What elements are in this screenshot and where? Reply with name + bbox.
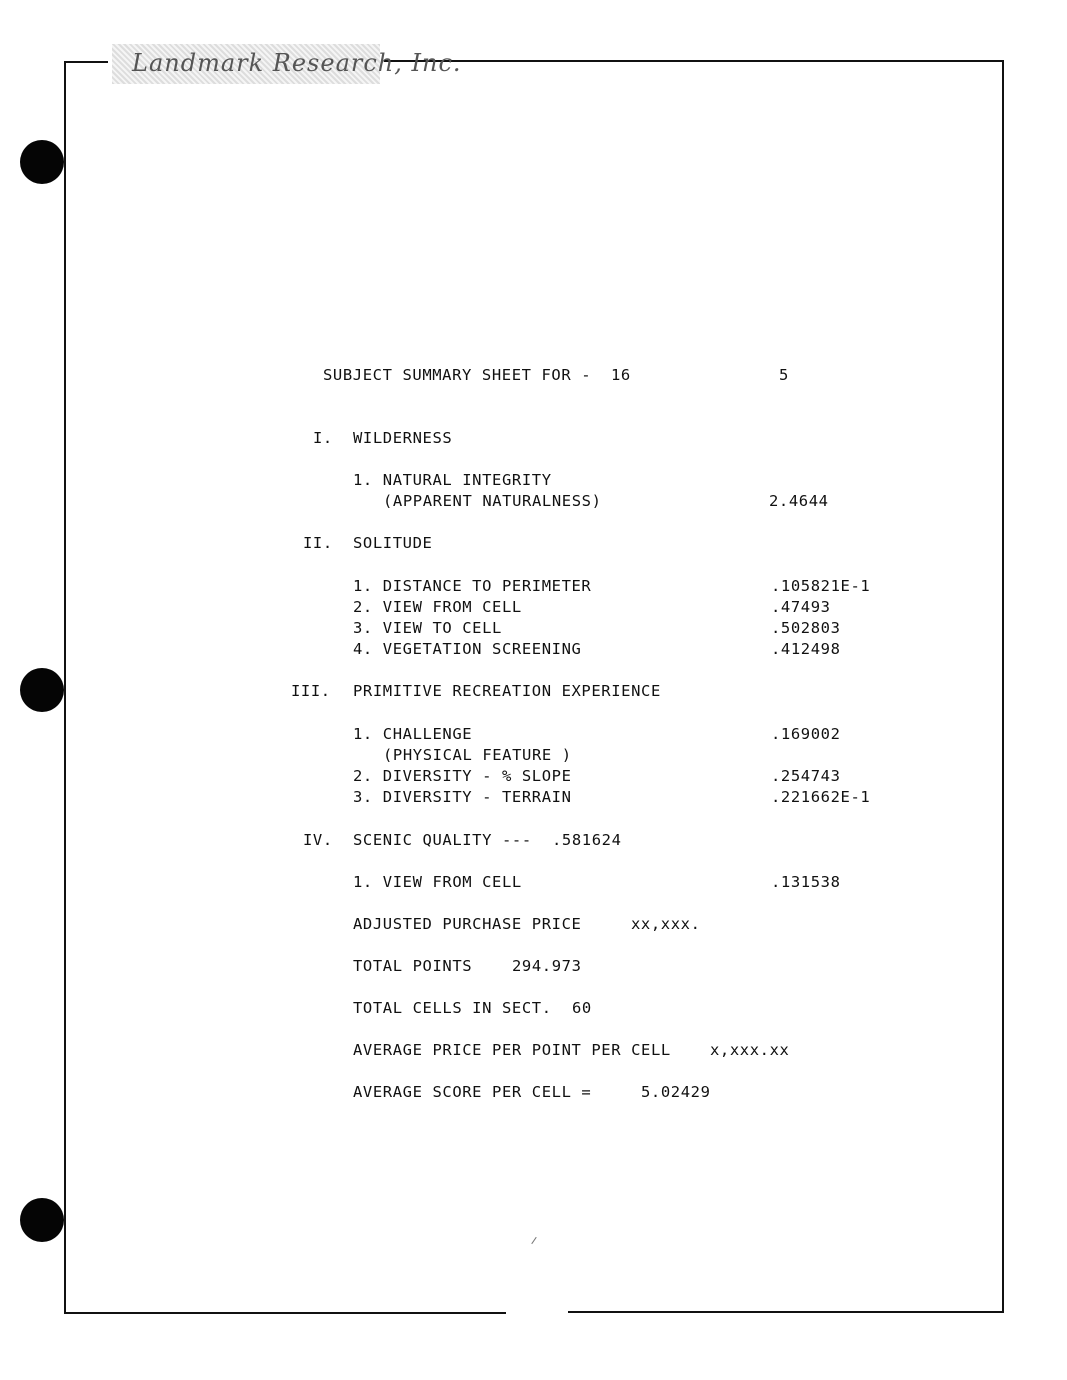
frame-bottom-left <box>64 1312 506 1314</box>
solitude-item-value: .502803 <box>771 619 841 637</box>
section-numeral-iii: III. <box>291 682 331 700</box>
punch-hole-middle <box>20 668 64 712</box>
section-title-scenic-quality: SCENIC QUALITY --- <box>353 831 532 849</box>
challenge-value: .169002 <box>771 725 841 743</box>
frame-top-left <box>64 61 108 63</box>
natural-integrity-label: 1. NATURAL INTEGRITY <box>353 471 552 489</box>
frame-right <box>1002 60 1004 1313</box>
summary-title: SUBJECT SUMMARY SHEET FOR - <box>323 366 592 384</box>
diversity-terrain-label: 3. DIVERSITY - TERRAIN <box>353 788 572 806</box>
punch-hole-bottom <box>20 1198 64 1242</box>
apparent-naturalness-label: (APPARENT NATURALNESS) <box>383 492 602 510</box>
summary-sheet-number: 5 <box>779 366 789 384</box>
solitude-item-label: 3. VIEW TO CELL <box>353 619 502 637</box>
scenic-view-from-cell-label: 1. VIEW FROM CELL <box>353 873 522 891</box>
total-cells-value: 60 <box>572 999 592 1017</box>
total-cells-label: TOTAL CELLS IN SECT. <box>353 999 552 1017</box>
company-logo-text: Landmark Research, Inc. <box>132 49 462 77</box>
natural-integrity-value: 2.4644 <box>769 492 829 510</box>
solitude-item-value: .105821E-1 <box>771 577 871 595</box>
section-title-wilderness: WILDERNESS <box>353 429 453 447</box>
solitude-item-label: 1. DISTANCE TO PERIMETER <box>353 577 592 595</box>
challenge-label: 1. CHALLENGE <box>353 725 473 743</box>
frame-left <box>64 61 66 1314</box>
scenic-quality-value: .581624 <box>552 831 622 849</box>
adjusted-purchase-price-value: xx,xxx. <box>631 915 701 933</box>
average-price-label: AVERAGE PRICE PER POINT PER CELL <box>353 1041 671 1059</box>
section-numeral-ii: II. <box>303 534 333 552</box>
diversity-slope-label: 2. DIVERSITY - % SLOPE <box>353 767 572 785</box>
average-score-label: AVERAGE SCORE PER CELL = <box>353 1083 592 1101</box>
average-price-value: x,xxx.xx <box>710 1041 790 1059</box>
diversity-slope-value: .254743 <box>771 767 841 785</box>
section-title-primitive-recreation: PRIMITIVE RECREATION EXPERIENCE <box>353 682 661 700</box>
solitude-item-value: .47493 <box>771 598 831 616</box>
total-points-label: TOTAL POINTS <box>353 957 473 975</box>
solitude-item-value: .412498 <box>771 640 841 658</box>
punch-hole-top <box>20 140 64 184</box>
scenic-view-from-cell-value: .131538 <box>771 873 841 891</box>
solitude-item-label: 4. VEGETATION SCREENING <box>353 640 582 658</box>
solitude-item-label: 2. VIEW FROM CELL <box>353 598 522 616</box>
average-score-value: 5.02429 <box>641 1083 711 1101</box>
frame-top-right <box>384 60 1003 62</box>
section-numeral-i: I. <box>313 429 333 447</box>
diversity-terrain-value: .221662E-1 <box>771 788 871 806</box>
section-numeral-iv: IV. <box>303 831 333 849</box>
adjusted-purchase-price-label: ADJUSTED PURCHASE PRICE <box>353 915 582 933</box>
summary-subject-number: 16 <box>611 366 631 384</box>
stray-mark <box>531 1237 536 1244</box>
total-points-value: 294.973 <box>512 957 582 975</box>
section-title-solitude: SOLITUDE <box>353 534 433 552</box>
physical-feature-label: (PHYSICAL FEATURE ) <box>383 746 572 764</box>
frame-bottom-right <box>568 1311 1004 1313</box>
